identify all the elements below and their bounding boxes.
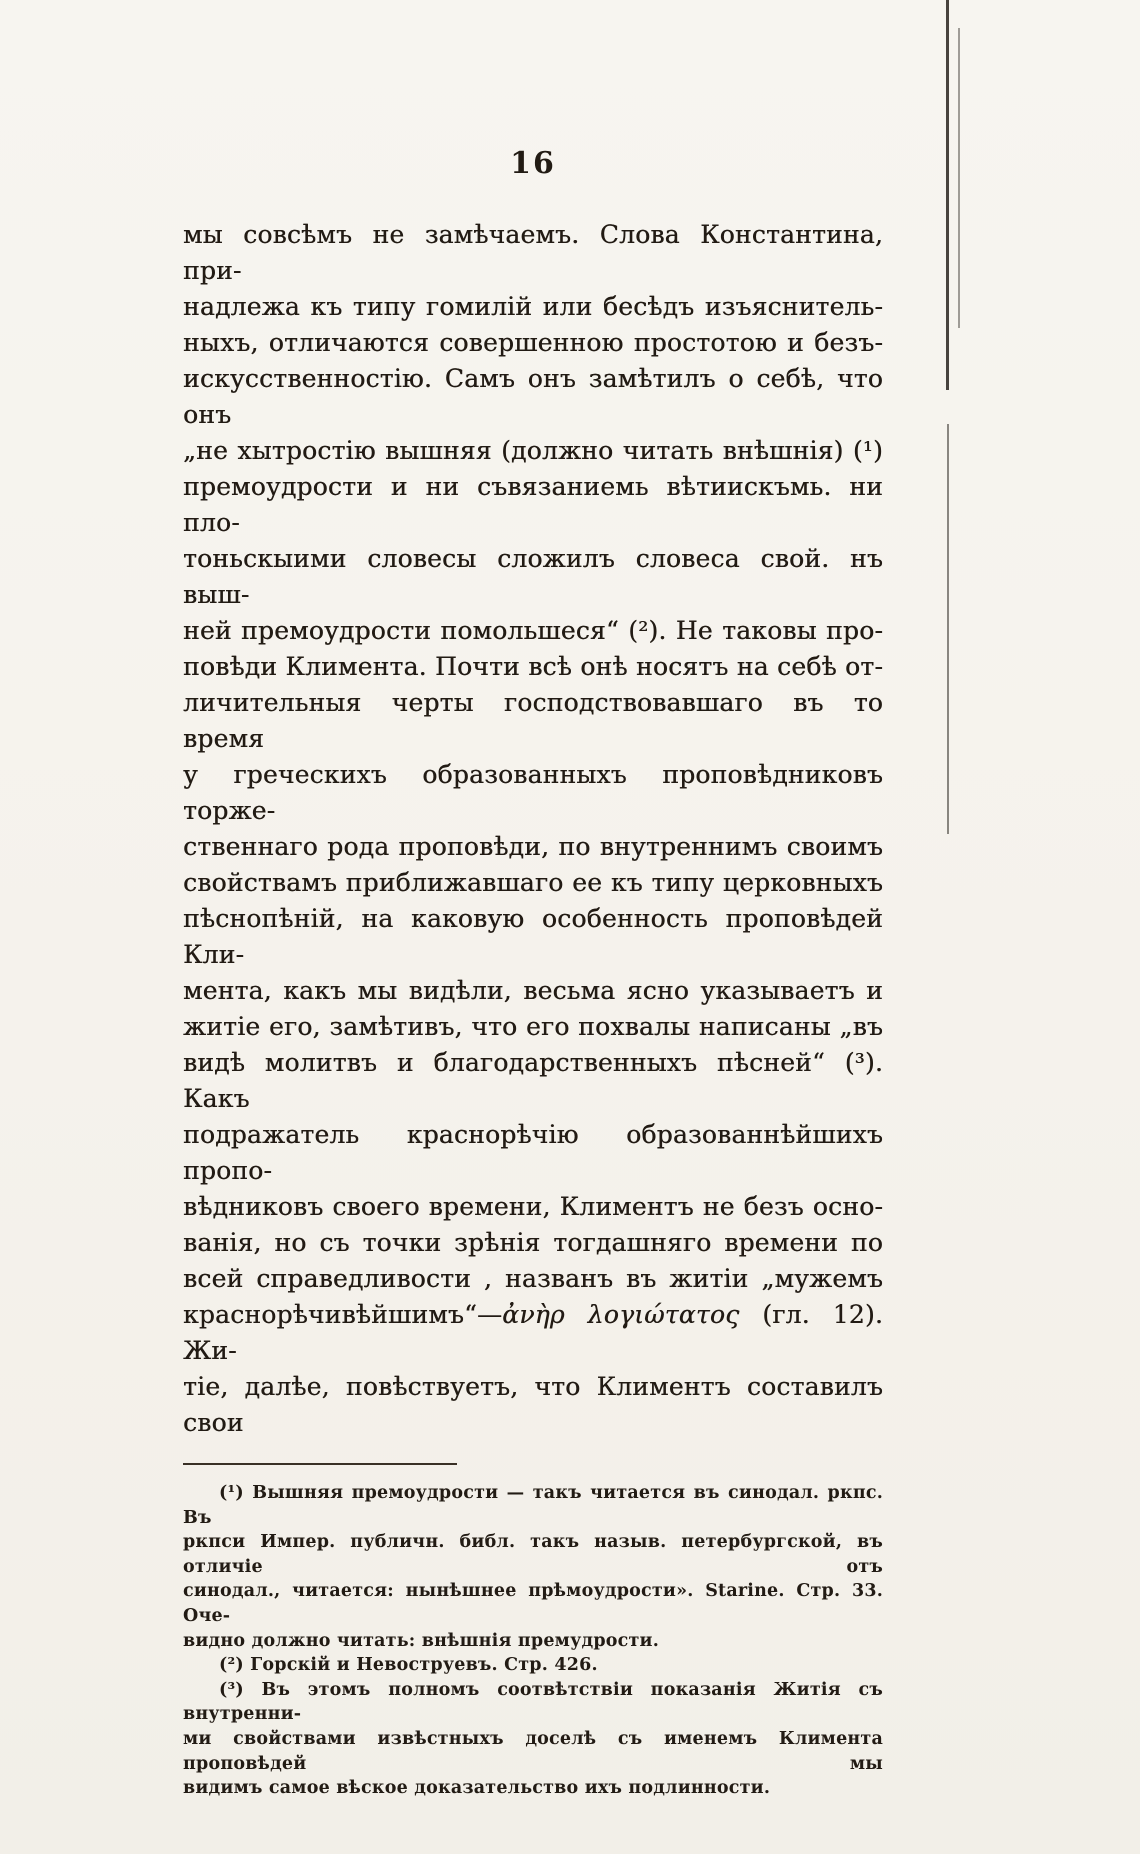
text-line: вѣдниковъ своего времени, Климентъ не безъ осно- [183, 1192, 883, 1221]
footnote-line: ркпси Импер. публичн. библ. такъ назыв. петербургской, въ отличіе отъ [183, 1532, 883, 1577]
text-line: пѣснопѣній, на каковую особенность проповѣдей Кли- [183, 904, 883, 969]
text-line: повѣди Климента. Почти всѣ онѣ носятъ на себѣ от- [183, 652, 883, 681]
footnote-line: (¹) Вышняя премоудрости — такъ читается въ синодал. ркпс. Въ [183, 1483, 883, 1528]
text-segment: (гл. 12). Жи- [183, 1300, 884, 1365]
text-line: видѣ молитвъ и благодарственныхъ пѣсней“ (³). Какъ [183, 1048, 883, 1113]
page-number: 16 [510, 146, 556, 181]
text-line: житіе его, замѣтивъ, что его похвалы написаны „въ [183, 1012, 883, 1041]
text-line: надлежа къ типу гомилій или бесѣдъ изъяснитель- [183, 292, 883, 321]
text-segment: краснорѣчивѣйшимъ“— [183, 1300, 503, 1329]
footnotes [183, 1481, 883, 1801]
text-line: ванія, но съ точки зрѣнія тогдашняго времени по [183, 1228, 883, 1257]
text-line: мента, какъ мы видѣли, весьма ясно указываетъ и [183, 976, 883, 1005]
footnote-separator [183, 1463, 457, 1465]
scan-artifact-line [946, 0, 949, 390]
footnote-line: (²) Горскій и Невоструевъ. Стр. 426. [219, 1655, 598, 1676]
text-line: мы совсѣмъ не замѣчаемъ. Слова Константина, при- [183, 220, 883, 285]
scan-artifact-line [958, 28, 960, 328]
text-line: тоньскыими словесы сложилъ словеса свой. нъ выш- [183, 544, 883, 609]
text-line: подражатель краснорѣчію образованнѣйшихъ пропо- [183, 1120, 883, 1185]
footnote-line: ми свойствами извѣстныхъ доселѣ съ именемъ Климента проповѣдей мы [183, 1728, 883, 1774]
text-line: ней премоудрости помольшеся“ (²). Не таковы про- [183, 616, 883, 645]
text-line: премоудрости и ни съвязаниемь вѣтиискъмь. ни пло- [183, 472, 883, 537]
greek-phrase: ἀνὴρ λογιώτατος [502, 1300, 740, 1329]
main-text [183, 217, 883, 1441]
text-line: у греческихъ образованныхъ проповѣдниковъ торже- [183, 760, 883, 825]
scan-artifact-line [947, 424, 949, 834]
text-block [183, 146, 883, 1801]
footnote-line: видимъ самое вѣское доказательство ихъ подлинности. [183, 1778, 771, 1799]
text-line: тіе, далѣе, повѣствуетъ, что Климентъ составилъ свои [183, 1372, 883, 1437]
text-line: всей справедливости , названъ въ житіи „мужемъ [183, 1264, 883, 1293]
text-line: личительныя черты господствовавшаго въ то время [183, 688, 883, 753]
text-line: искусственностію. Самъ онъ замѣтилъ о себѣ, что онъ [183, 364, 883, 429]
text-line: свойствамъ приближавшаго ее къ типу церковныхъ [183, 868, 883, 897]
footnote-line: видно должно читать: внѣшнія премудрости. [183, 1630, 660, 1651]
text-line: ственнаго рода проповѣди, по внутреннимъ своимъ [183, 832, 883, 861]
footnote-line: синодал., читается: нынѣшнее прѣмоудрости». Starine. Стр. 33. Оче- [183, 1581, 883, 1626]
text-line: „не хытростію вышняя (должно читать внѣшнія) (¹) [183, 436, 883, 465]
footnote-line: (³) Въ этомъ полномъ соотвѣтствіи показанія Житія съ внутренни- [183, 1679, 883, 1725]
text-line: ныхъ, отличаются совершенною простотою и безъ- [183, 328, 883, 357]
text-line-with-greek [183, 1297, 883, 1369]
